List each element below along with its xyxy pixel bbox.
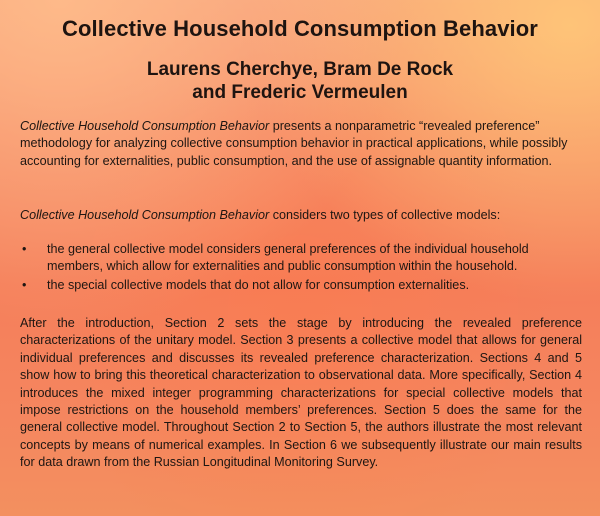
model-bullet-list <box>20 241 582 295</box>
list-item-text: the special collective models that do not allow for consumption externalities. <box>47 277 470 292</box>
book-title: Collective Household Consumption Behavior <box>62 16 538 41</box>
models-paragraph-text: considers two types of collective models: <box>269 208 501 222</box>
bullet-icon: • <box>22 242 27 256</box>
intro-paragraph-text: presents a nonparametric “revealed preference” methodology for analyzing collective consumption behavior in practical applications, while possibly accounting for externalities, public consumption, and the use of assignable quantity information. <box>20 119 568 168</box>
sections-paragraph: After the introduction, Section 2 sets the stage by introducing the revealed preference characterizations of the unitary model. Section 3 presents a collective model that allows for general individual preferences and discusses its revealed preference characterization. Sections 4 and 5 show how to bring this theoretical characterization to observational data. More specifically, Section 4 introduces the mixed integer programming characterizations for special collective models that impose restrictions on the household members’ preferences. Section 5 does the same for the general collective model. Throughout Section 2 to Section 5, the authors illustrate the most relevant concepts by means of numerical examples. In Section 6 we subsequently illustrate our main results for data drawn from the Russian Longitudinal Monitoring Survey. <box>20 316 582 470</box>
intro-book-title-italic: Collective Household Consumption Behavior <box>20 119 270 133</box>
list-item <box>20 241 582 276</box>
author-block <box>0 58 600 104</box>
models-book-title-italic: Collective Household Consumption Behavior <box>20 208 270 222</box>
models-paragraph <box>20 207 582 224</box>
intro-paragraph <box>20 118 582 170</box>
list-item <box>20 277 582 294</box>
bullet-icon: • <box>22 277 27 292</box>
list-item-text: the general collective model considers general preferences of the individual household members, which allow for externalities and public consumption within the household. <box>47 242 529 274</box>
authors-line-1: Laurens Cherchye, Bram De Rock <box>146 59 454 80</box>
authors-line-2: and Frederic Vermeulen <box>192 82 408 103</box>
